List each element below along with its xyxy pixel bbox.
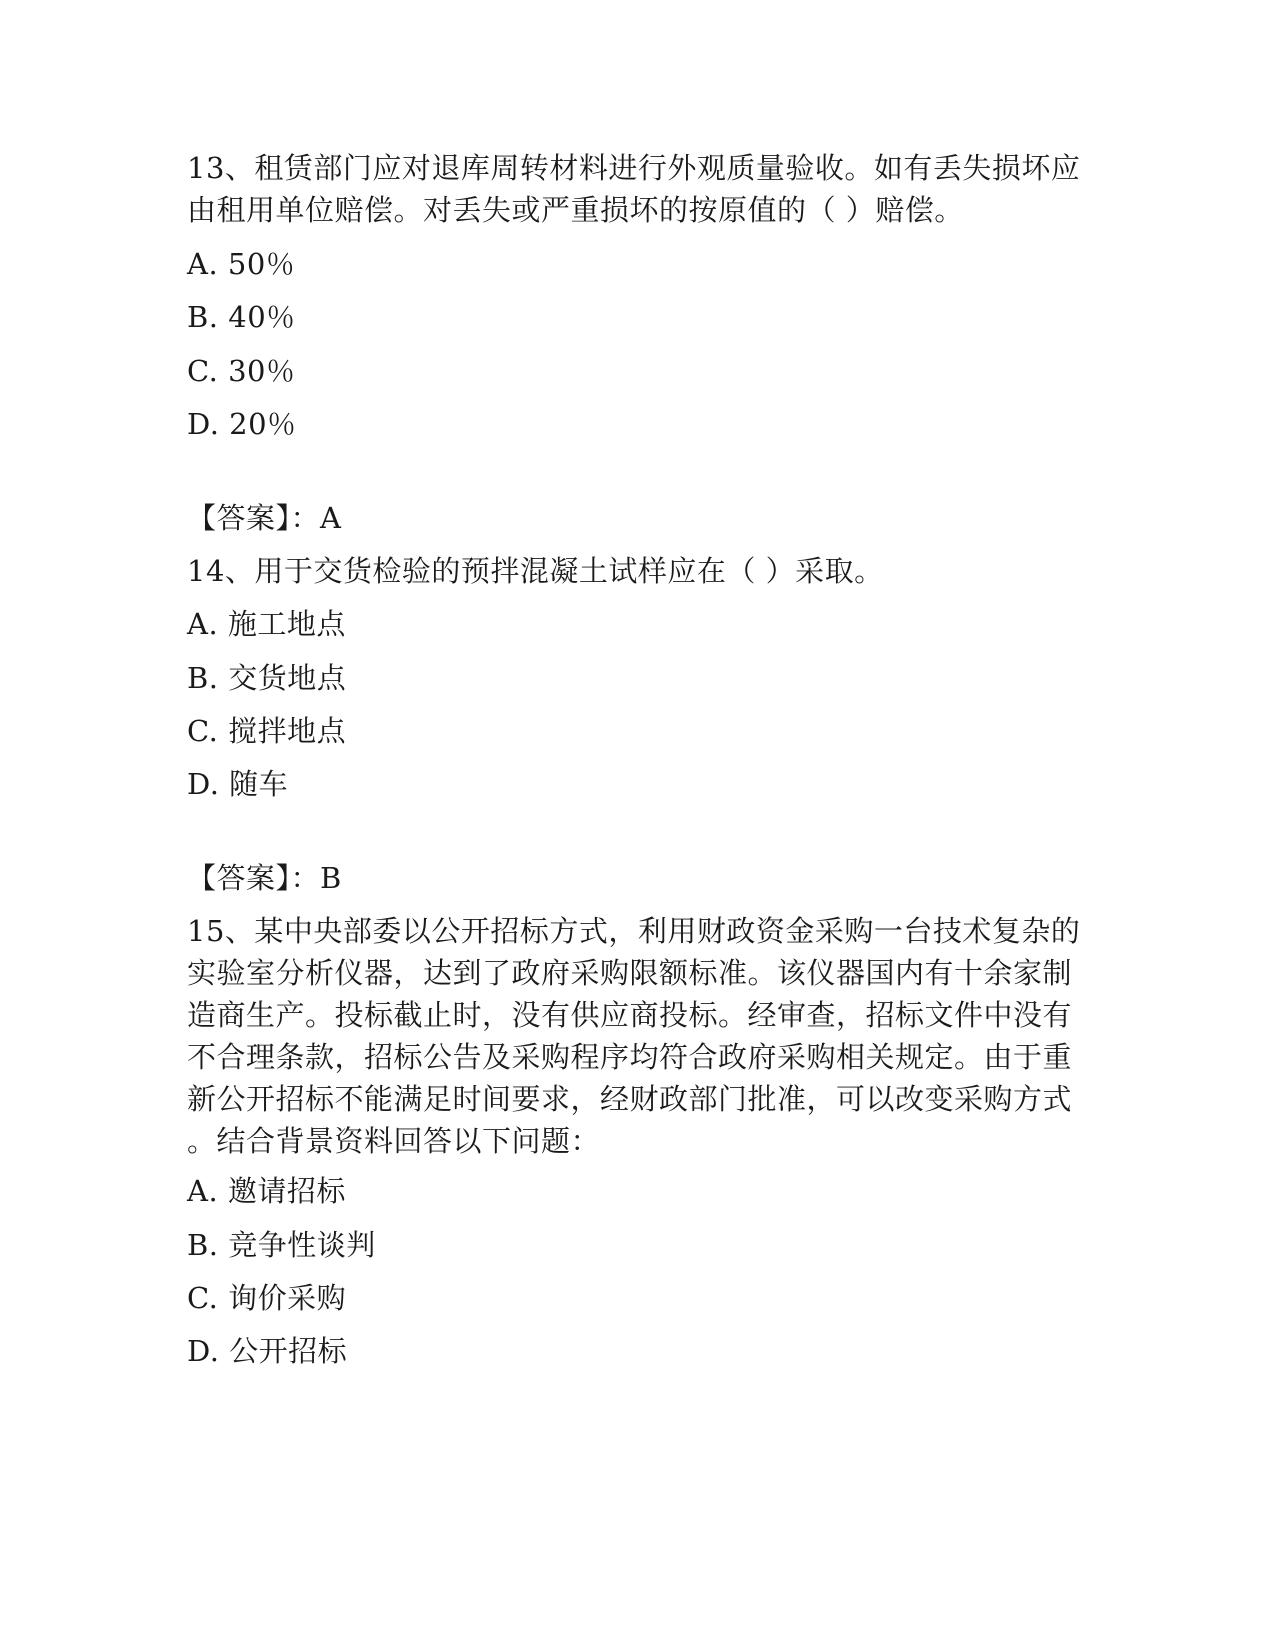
question-14-option-c: C. 搅拌地点 [187, 714, 347, 748]
question-13-option-c: C. 30％ [187, 354, 296, 388]
question-13-option-a: A. 50％ [187, 247, 296, 281]
question-14-answer: 【答案】：B [187, 861, 342, 895]
question-15-stem-line-5: 新公开招标不能满足时间要求，经财政部门批准，可以改变采购方式 [187, 1082, 1073, 1116]
question-15-stem-line-1: 15、某中央部委以公开招标方式，利用财政资金采购一台技术复杂的 [187, 914, 1081, 948]
question-15-option-b: B. 竞争性谈判 [187, 1228, 376, 1262]
question-13-stem-line-2: 由租用单位赔偿。对丢失或严重损坏的按原值的（ ）赔偿。 [187, 193, 964, 227]
question-14-stem-line-1: 14、用于交货检验的预拌混凝土试样应在（ ）采取。 [187, 554, 884, 588]
question-15-stem-line-4: 不合理条款，招标公告及采购程序均符合政府采购相关规定。由于重 [187, 1040, 1073, 1074]
question-15-stem-line-6: 。结合背景资料回答以下问题： [187, 1124, 601, 1158]
question-14-option-d: D. 随车 [187, 767, 289, 801]
question-14-option-b: B. 交货地点 [187, 661, 347, 695]
question-15-stem-line-3: 造商生产。投标截止时，没有供应商投标。经审查，招标文件中没有 [187, 998, 1073, 1032]
question-13-answer: 【答案】：A [187, 501, 342, 535]
question-15-option-d: D. 公开招标 [187, 1334, 348, 1368]
question-15-option-a: A. 邀请招标 [187, 1174, 346, 1208]
question-15-option-c: C. 询价采购 [187, 1281, 347, 1315]
question-13-option-d: D. 20％ [187, 407, 297, 441]
question-13-option-b: B. 40％ [187, 300, 296, 334]
question-15-stem-line-2: 实验室分析仪器，达到了政府采购限额标准。该仪器国内有十余家制 [187, 956, 1073, 990]
question-13-stem-line-1: 13、租赁部门应对退库周转材料进行外观质量验收。如有丢失损坏应 [187, 151, 1081, 185]
question-14-option-a: A. 施工地点 [187, 607, 346, 641]
